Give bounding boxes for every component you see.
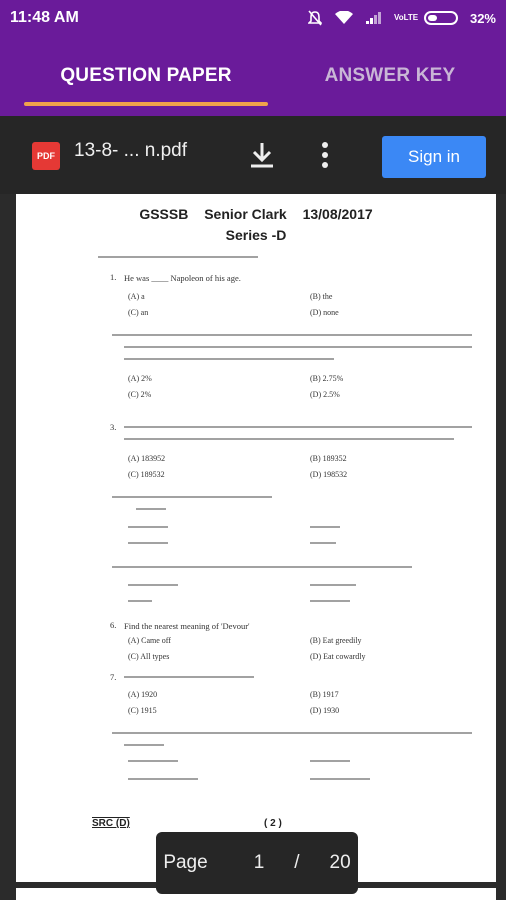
- status-icons: [308, 10, 496, 26]
- status-bar: [0, 0, 506, 36]
- question-text-line: [124, 676, 254, 678]
- mute-icon: [308, 10, 322, 26]
- page-label: Page: [163, 852, 208, 873]
- option-d: (D) none: [310, 308, 339, 317]
- option-c: (C) 1915: [128, 706, 157, 715]
- option-line: [128, 600, 152, 602]
- option-line: [310, 542, 336, 544]
- question-text-line: [124, 346, 472, 348]
- option-b: (B) Eat greedily: [310, 636, 362, 645]
- doc-exam-code: GSSSB: [139, 206, 189, 222]
- question-text-line: [124, 426, 472, 428]
- option-line: [128, 760, 178, 762]
- option-d: (D) Eat cowardly: [310, 652, 366, 661]
- pdf-toolbar: [0, 116, 506, 194]
- option-d: (D) 1930: [310, 706, 340, 715]
- question-text: Find the nearest meaning of 'Devour': [124, 621, 250, 631]
- question-number: 3.: [110, 422, 117, 432]
- question-text-line: [124, 438, 454, 440]
- option-line: [128, 526, 168, 528]
- question-text-line: [136, 508, 166, 510]
- option-line: [310, 778, 370, 780]
- battery-level: 32%: [469, 10, 496, 26]
- option-a: (A) 183952: [128, 454, 166, 463]
- pdf-file-icon: PDF: [32, 142, 60, 170]
- download-icon[interactable]: [248, 140, 276, 175]
- option-b: (B) 1917: [310, 690, 339, 699]
- option-c: (C) 189532: [128, 470, 165, 479]
- more-vert-icon[interactable]: [320, 140, 330, 175]
- signal-icon: [366, 12, 382, 24]
- option-c: (C) an: [128, 308, 149, 317]
- option-b: (B) the: [310, 292, 333, 301]
- option-a: (A) 1920: [128, 690, 158, 699]
- option-a: (A) Came off: [128, 636, 171, 645]
- instruction-line: [98, 256, 258, 258]
- question-text: He was ____ Napoleon of his age.: [124, 273, 241, 283]
- option-line: [310, 760, 350, 762]
- option-d: (D) 198532: [310, 470, 348, 479]
- option-c: (C) 2%: [128, 390, 152, 399]
- tab-answer-key[interactable]: ANSWER KEY: [324, 65, 456, 86]
- option-line: [310, 526, 340, 528]
- page-separator: /: [294, 852, 300, 873]
- option-line: [128, 778, 198, 780]
- option-b: (B) 2.75%: [310, 374, 344, 383]
- battery-icon: [424, 11, 458, 25]
- wifi-icon: [334, 11, 354, 25]
- option-line: [310, 584, 356, 586]
- status-time: 11:48 AM: [10, 9, 79, 26]
- doc-exam-title: Senior Clark: [204, 206, 287, 222]
- pdf-viewer[interactable]: [0, 194, 506, 900]
- pdf-filename: 13-8- ... n.pdf: [74, 140, 188, 161]
- tab-question-paper[interactable]: QUESTION PAPER: [60, 65, 232, 86]
- option-line: [310, 600, 350, 602]
- page-indicator: [156, 832, 358, 894]
- doc-header: [16, 206, 496, 222]
- option-a: (A) 2%: [128, 374, 152, 383]
- question-number: 6.: [110, 620, 117, 630]
- option-line: [128, 542, 168, 544]
- option-line: [128, 584, 178, 586]
- question-text-line: [112, 334, 472, 336]
- doc-footer-code: SRC (D): [92, 818, 130, 829]
- question-text-line: [112, 566, 412, 568]
- sign-in-button[interactable]: Sign in: [382, 136, 486, 178]
- doc-footer-page: ( 2 ): [264, 818, 282, 829]
- doc-exam-date: 13/08/2017: [302, 206, 373, 222]
- tab-bar: [0, 36, 506, 116]
- option-a: (A) a: [128, 292, 145, 301]
- question-text-line: [112, 732, 472, 734]
- option-c: (C) All types: [128, 652, 170, 661]
- question-number: 7.: [110, 672, 117, 682]
- question-text-line: [124, 358, 334, 360]
- option-d: (D) 2.5%: [310, 390, 340, 399]
- page-current: 1: [253, 852, 265, 873]
- page-total: 20: [329, 852, 351, 873]
- question-text-line: [112, 496, 272, 498]
- tab-selected-indicator: [24, 102, 268, 106]
- question-text-line: [124, 744, 164, 746]
- option-b: (B) 189352: [310, 454, 347, 463]
- volte-icon: VoLTE: [393, 13, 419, 22]
- question-number: 1.: [110, 272, 117, 282]
- pdf-page: [16, 194, 496, 882]
- doc-series: Series -D: [225, 227, 287, 243]
